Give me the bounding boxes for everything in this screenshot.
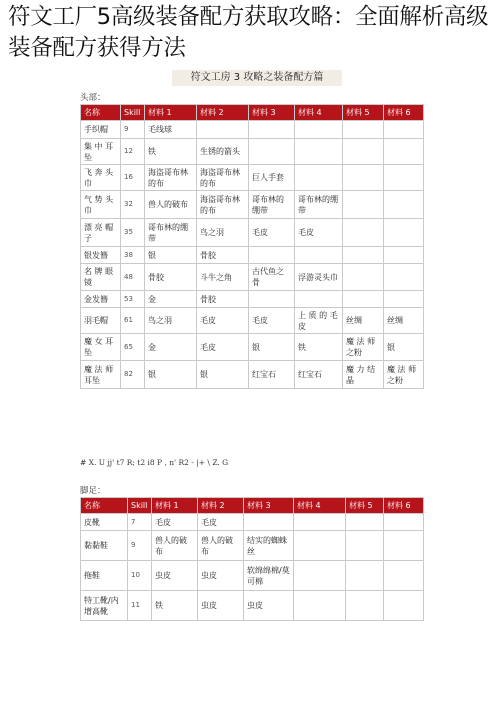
table-row bbox=[81, 121, 424, 139]
table-row bbox=[81, 361, 424, 389]
item-name-cell: 特工靴/内增高靴 bbox=[81, 591, 128, 621]
skill-cell: 61 bbox=[121, 308, 145, 334]
skill-cell: 53 bbox=[121, 291, 145, 308]
material-cell: 毛线球 bbox=[145, 121, 197, 139]
material-cell bbox=[384, 139, 424, 165]
sheet-title: 符文工房 3 攻略之装备配方篇 bbox=[172, 70, 342, 86]
material-cell bbox=[294, 514, 346, 531]
item-name-cell: 魔 女 耳坠 bbox=[81, 334, 121, 361]
material-cell bbox=[295, 247, 343, 264]
material-cell: 软绵绵棉/莫可棉 bbox=[244, 561, 294, 591]
material-cell: 红宝石 bbox=[295, 361, 343, 389]
material-cell: 铁 bbox=[152, 591, 198, 621]
material-cell bbox=[384, 561, 424, 591]
material-cell: 骨胶 bbox=[197, 291, 249, 308]
column-header: 材料 4 bbox=[295, 105, 343, 121]
material-cell: 哥布林的绷带 bbox=[145, 219, 197, 247]
table-row bbox=[81, 291, 424, 308]
material-cell: 毛皮 bbox=[198, 514, 244, 531]
item-name-cell: 黏黏鞋 bbox=[81, 531, 128, 561]
material-cell bbox=[384, 264, 424, 291]
head-section-label: 头部： bbox=[80, 93, 106, 103]
column-header: Skill bbox=[121, 105, 145, 121]
item-name-cell: 手织帽 bbox=[81, 121, 121, 139]
material-cell bbox=[384, 121, 424, 139]
item-name-cell: 羽毛帽 bbox=[81, 308, 121, 334]
material-cell: 金 bbox=[145, 334, 197, 361]
material-cell: 鸟之羽 bbox=[145, 308, 197, 334]
page-title: 符文工厂5高级装备配方获取攻略：全面解析高级装备配方获得方法 bbox=[8, 4, 489, 61]
material-cell: 铁 bbox=[145, 139, 197, 165]
material-cell bbox=[249, 139, 295, 165]
item-name-cell: 漂 亮 帽子 bbox=[81, 219, 121, 247]
material-cell: 银 bbox=[384, 334, 424, 361]
material-cell: 鸟之羽 bbox=[197, 219, 249, 247]
table-row bbox=[81, 219, 424, 247]
skill-cell: 10 bbox=[128, 561, 152, 591]
skill-cell: 35 bbox=[121, 219, 145, 247]
table-row bbox=[81, 139, 424, 165]
material-cell: 斗牛之角 bbox=[197, 264, 249, 291]
material-cell bbox=[294, 561, 346, 591]
skill-cell: 65 bbox=[121, 334, 145, 361]
material-cell: 哥布林的绷带 bbox=[295, 191, 343, 219]
material-cell bbox=[249, 247, 295, 264]
material-cell bbox=[343, 191, 384, 219]
material-cell: 毛皮 bbox=[249, 219, 295, 247]
material-cell bbox=[384, 591, 424, 621]
material-cell: 虫皮 bbox=[152, 561, 198, 591]
item-name-cell: 飞 奔 头巾 bbox=[81, 165, 121, 191]
skill-cell: 38 bbox=[121, 247, 145, 264]
material-cell bbox=[384, 219, 424, 247]
item-name-cell: 气 势 头巾 bbox=[81, 191, 121, 219]
material-cell: 魔 法 师之粉 bbox=[384, 361, 424, 389]
table-row bbox=[81, 591, 424, 621]
table-header-row bbox=[81, 105, 424, 121]
column-header: 名称 bbox=[81, 498, 128, 514]
item-name-cell: 魔 法 师耳坠 bbox=[81, 361, 121, 389]
foot-equipment-table bbox=[80, 497, 424, 621]
material-cell bbox=[384, 165, 424, 191]
foot-section-label: 脚足： bbox=[80, 486, 106, 496]
material-cell: 海盗哥布林的布 bbox=[145, 165, 197, 191]
material-cell: 丝绸 bbox=[343, 308, 384, 334]
material-cell: 毛皮 bbox=[152, 514, 198, 531]
column-header: 名称 bbox=[81, 105, 121, 121]
material-cell: 银 bbox=[145, 247, 197, 264]
material-cell: 毛皮 bbox=[249, 308, 295, 334]
table-row bbox=[81, 514, 424, 531]
material-cell: 金 bbox=[145, 291, 197, 308]
column-header: 材料 5 bbox=[343, 105, 384, 121]
material-cell bbox=[343, 121, 384, 139]
material-cell bbox=[295, 121, 343, 139]
skill-cell: 9 bbox=[128, 531, 152, 561]
material-cell: 巨人手套 bbox=[249, 165, 295, 191]
skill-cell: 16 bbox=[121, 165, 145, 191]
scan-noise-text: # X. U jj' t7 R; t2 i8 P , n' R2 - |+ \ Z. G bbox=[80, 458, 229, 467]
material-cell bbox=[343, 291, 384, 308]
skill-cell: 32 bbox=[121, 191, 145, 219]
table-row bbox=[81, 264, 424, 291]
table-row bbox=[81, 247, 424, 264]
table-row bbox=[81, 191, 424, 219]
material-cell: 海盗哥布林的布 bbox=[197, 165, 249, 191]
material-cell bbox=[343, 219, 384, 247]
material-cell bbox=[343, 165, 384, 191]
column-header: 材料 6 bbox=[384, 498, 424, 514]
skill-cell: 12 bbox=[121, 139, 145, 165]
skill-cell: 9 bbox=[121, 121, 145, 139]
material-cell: 哥布林的绷带 bbox=[249, 191, 295, 219]
material-cell: 魔 法 师之粉 bbox=[343, 334, 384, 361]
material-cell bbox=[249, 121, 295, 139]
material-cell bbox=[294, 591, 346, 621]
material-cell bbox=[384, 514, 424, 531]
item-name-cell: 金发簪 bbox=[81, 291, 121, 308]
material-cell: 银 bbox=[197, 361, 249, 389]
material-cell: 毛皮 bbox=[197, 308, 249, 334]
item-name-cell: 拖鞋 bbox=[81, 561, 128, 591]
material-cell bbox=[384, 531, 424, 561]
material-cell: 上 质 的 毛皮 bbox=[295, 308, 343, 334]
table-row bbox=[81, 334, 424, 361]
material-cell: 铁 bbox=[295, 334, 343, 361]
table-row bbox=[81, 531, 424, 561]
material-cell: 海盗哥布林的布 bbox=[197, 191, 249, 219]
material-cell bbox=[384, 191, 424, 219]
skill-cell: 11 bbox=[128, 591, 152, 621]
table-header-row bbox=[81, 498, 424, 514]
material-cell bbox=[343, 264, 384, 291]
material-cell bbox=[384, 291, 424, 308]
material-cell: 魔 力 结晶 bbox=[343, 361, 384, 389]
material-cell bbox=[295, 165, 343, 191]
material-cell: 虫皮 bbox=[244, 591, 294, 621]
material-cell bbox=[244, 514, 294, 531]
skill-cell: 7 bbox=[128, 514, 152, 531]
material-cell: 生锈的箭头 bbox=[197, 139, 249, 165]
table-row bbox=[81, 308, 424, 334]
material-cell bbox=[346, 531, 384, 561]
material-cell: 红宝石 bbox=[249, 361, 295, 389]
material-cell: 银 bbox=[249, 334, 295, 361]
material-cell: 兽人的破布 bbox=[145, 191, 197, 219]
item-name-cell: 名 牌 眼镜 bbox=[81, 264, 121, 291]
column-header: 材料 3 bbox=[249, 105, 295, 121]
material-cell bbox=[346, 591, 384, 621]
column-header: 材料 3 bbox=[244, 498, 294, 514]
material-cell: 古代鱼之骨 bbox=[249, 264, 295, 291]
material-cell: 毛皮 bbox=[197, 334, 249, 361]
item-name-cell: 银发簪 bbox=[81, 247, 121, 264]
column-header: 材料 2 bbox=[198, 498, 244, 514]
material-cell bbox=[295, 139, 343, 165]
material-cell: 兽人的破布 bbox=[152, 531, 198, 561]
skill-cell: 48 bbox=[121, 264, 145, 291]
column-header: Skill bbox=[128, 498, 152, 514]
material-cell bbox=[346, 561, 384, 591]
material-cell bbox=[346, 514, 384, 531]
material-cell: 骨胶 bbox=[145, 264, 197, 291]
column-header: 材料 2 bbox=[197, 105, 249, 121]
material-cell bbox=[197, 121, 249, 139]
material-cell: 虫皮 bbox=[198, 591, 244, 621]
material-cell bbox=[343, 139, 384, 165]
table-row bbox=[81, 561, 424, 591]
column-header: 材料 5 bbox=[346, 498, 384, 514]
column-header: 材料 4 bbox=[294, 498, 346, 514]
item-name-cell: 皮靴 bbox=[81, 514, 128, 531]
material-cell: 兽人的破布 bbox=[198, 531, 244, 561]
column-header: 材料 1 bbox=[152, 498, 198, 514]
skill-cell: 82 bbox=[121, 361, 145, 389]
material-cell: 虫皮 bbox=[198, 561, 244, 591]
item-name-cell: 集 中 耳坠 bbox=[81, 139, 121, 165]
material-cell: 浮游灵头巾 bbox=[295, 264, 343, 291]
material-cell: 银 bbox=[145, 361, 197, 389]
material-cell bbox=[343, 247, 384, 264]
material-cell bbox=[295, 291, 343, 308]
material-cell: 丝绸 bbox=[384, 308, 424, 334]
material-cell: 毛皮 bbox=[295, 219, 343, 247]
material-cell bbox=[249, 291, 295, 308]
material-cell bbox=[384, 247, 424, 264]
material-cell bbox=[294, 531, 346, 561]
material-cell: 骨胶 bbox=[197, 247, 249, 264]
column-header: 材料 6 bbox=[384, 105, 424, 121]
material-cell: 结实的蜘蛛丝 bbox=[244, 531, 294, 561]
table-row bbox=[81, 165, 424, 191]
head-equipment-table bbox=[80, 104, 424, 389]
column-header: 材料 1 bbox=[145, 105, 197, 121]
